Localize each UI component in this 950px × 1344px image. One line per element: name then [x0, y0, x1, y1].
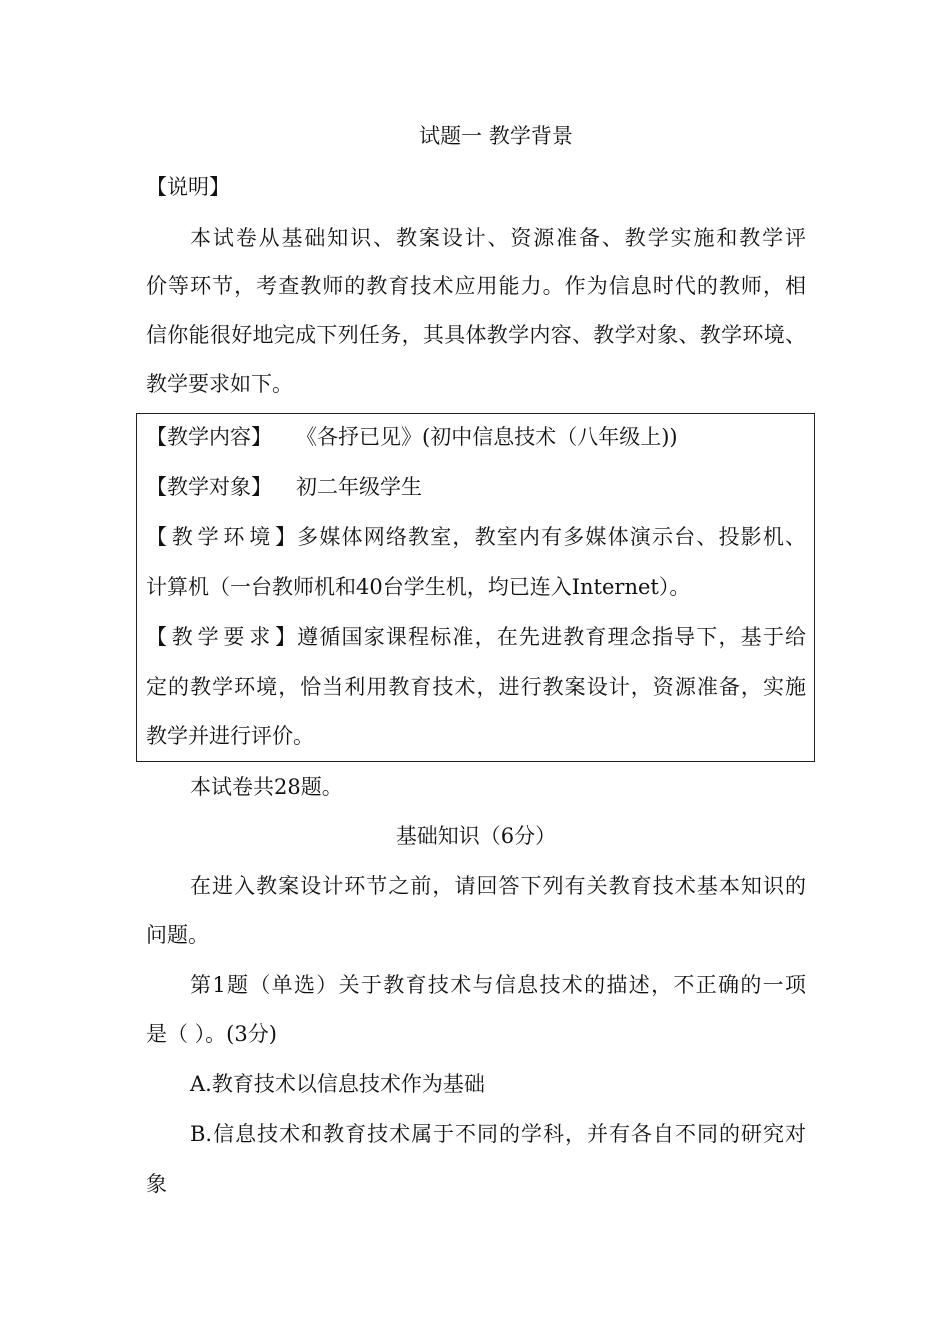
teaching-env-row [146, 523, 806, 551]
teaching-req-value-line1: 遵循国家课程标准，在先进教育理念指导下，基于给 [296, 625, 806, 649]
page-title: 试题一 教学背景 [419, 124, 573, 148]
intro-line-2: 价等环节，考查教师的教育技术应用能力。作为信息时代的教师，相 [146, 274, 806, 298]
question-1-stem-line2: 是（ ）。(3分) [146, 1022, 277, 1046]
teaching-env-value-line2: 计算机（一台教师机和40台学生机，均已连入Internet）。 [146, 575, 691, 599]
teaching-target-value: 初二年级学生 [296, 475, 422, 499]
total-questions: 本试卷共28题。 [190, 775, 343, 799]
teaching-content-row [146, 423, 678, 451]
teaching-content-value: 《各抒已见》(初中信息技术（八年级上)) [296, 425, 678, 449]
intro-line-3: 信你能很好地完成下列任务，其具体教学内容、教学对象、教学环境、 [146, 323, 806, 347]
section-heading: 基础知识（6分） [395, 824, 557, 848]
section-intro-line-1: 在进入教案设计环节之前，请回答下列有关教育技术基本知识的 [190, 874, 806, 898]
question-1-option-a: A.教育技术以信息技术作为基础 [190, 1072, 485, 1096]
teaching-req-row [146, 623, 806, 651]
teaching-content-label: 【教学内容】 [146, 425, 272, 449]
note-label: 【说明】 [146, 175, 230, 199]
teaching-req-value-line3: 教学并进行评价。 [146, 724, 314, 748]
teaching-req-value-line2: 定的教学环境，恰当利用教育技术，进行教案设计，资源准备，实施 [146, 675, 806, 699]
intro-line-1: 本试卷从基础知识、教案设计、资源准备、教学实施和教学评 [190, 226, 806, 250]
section-intro-line-2: 问题。 [146, 923, 209, 947]
question-1-option-b-line2: 象 [146, 1172, 167, 1196]
teaching-target-row [146, 473, 422, 501]
teaching-env-label: 【教学环境】 [146, 525, 296, 549]
question-1-option-b-line1: B.信息技术和教育技术属于不同的学科，并有各自不同的研究对 [190, 1122, 806, 1146]
intro-line-4: 教学要求如下。 [146, 372, 293, 396]
question-1-stem-line1: 第1题（单选）关于教育技术与信息技术的描述，不正确的一项 [190, 973, 806, 997]
teaching-target-label: 【教学对象】 [146, 475, 272, 499]
teaching-env-value-line1: 多媒体网络教室，教室内有多媒体演示台、投影机、 [296, 525, 806, 549]
teaching-req-label: 【教学要求】 [146, 625, 296, 649]
